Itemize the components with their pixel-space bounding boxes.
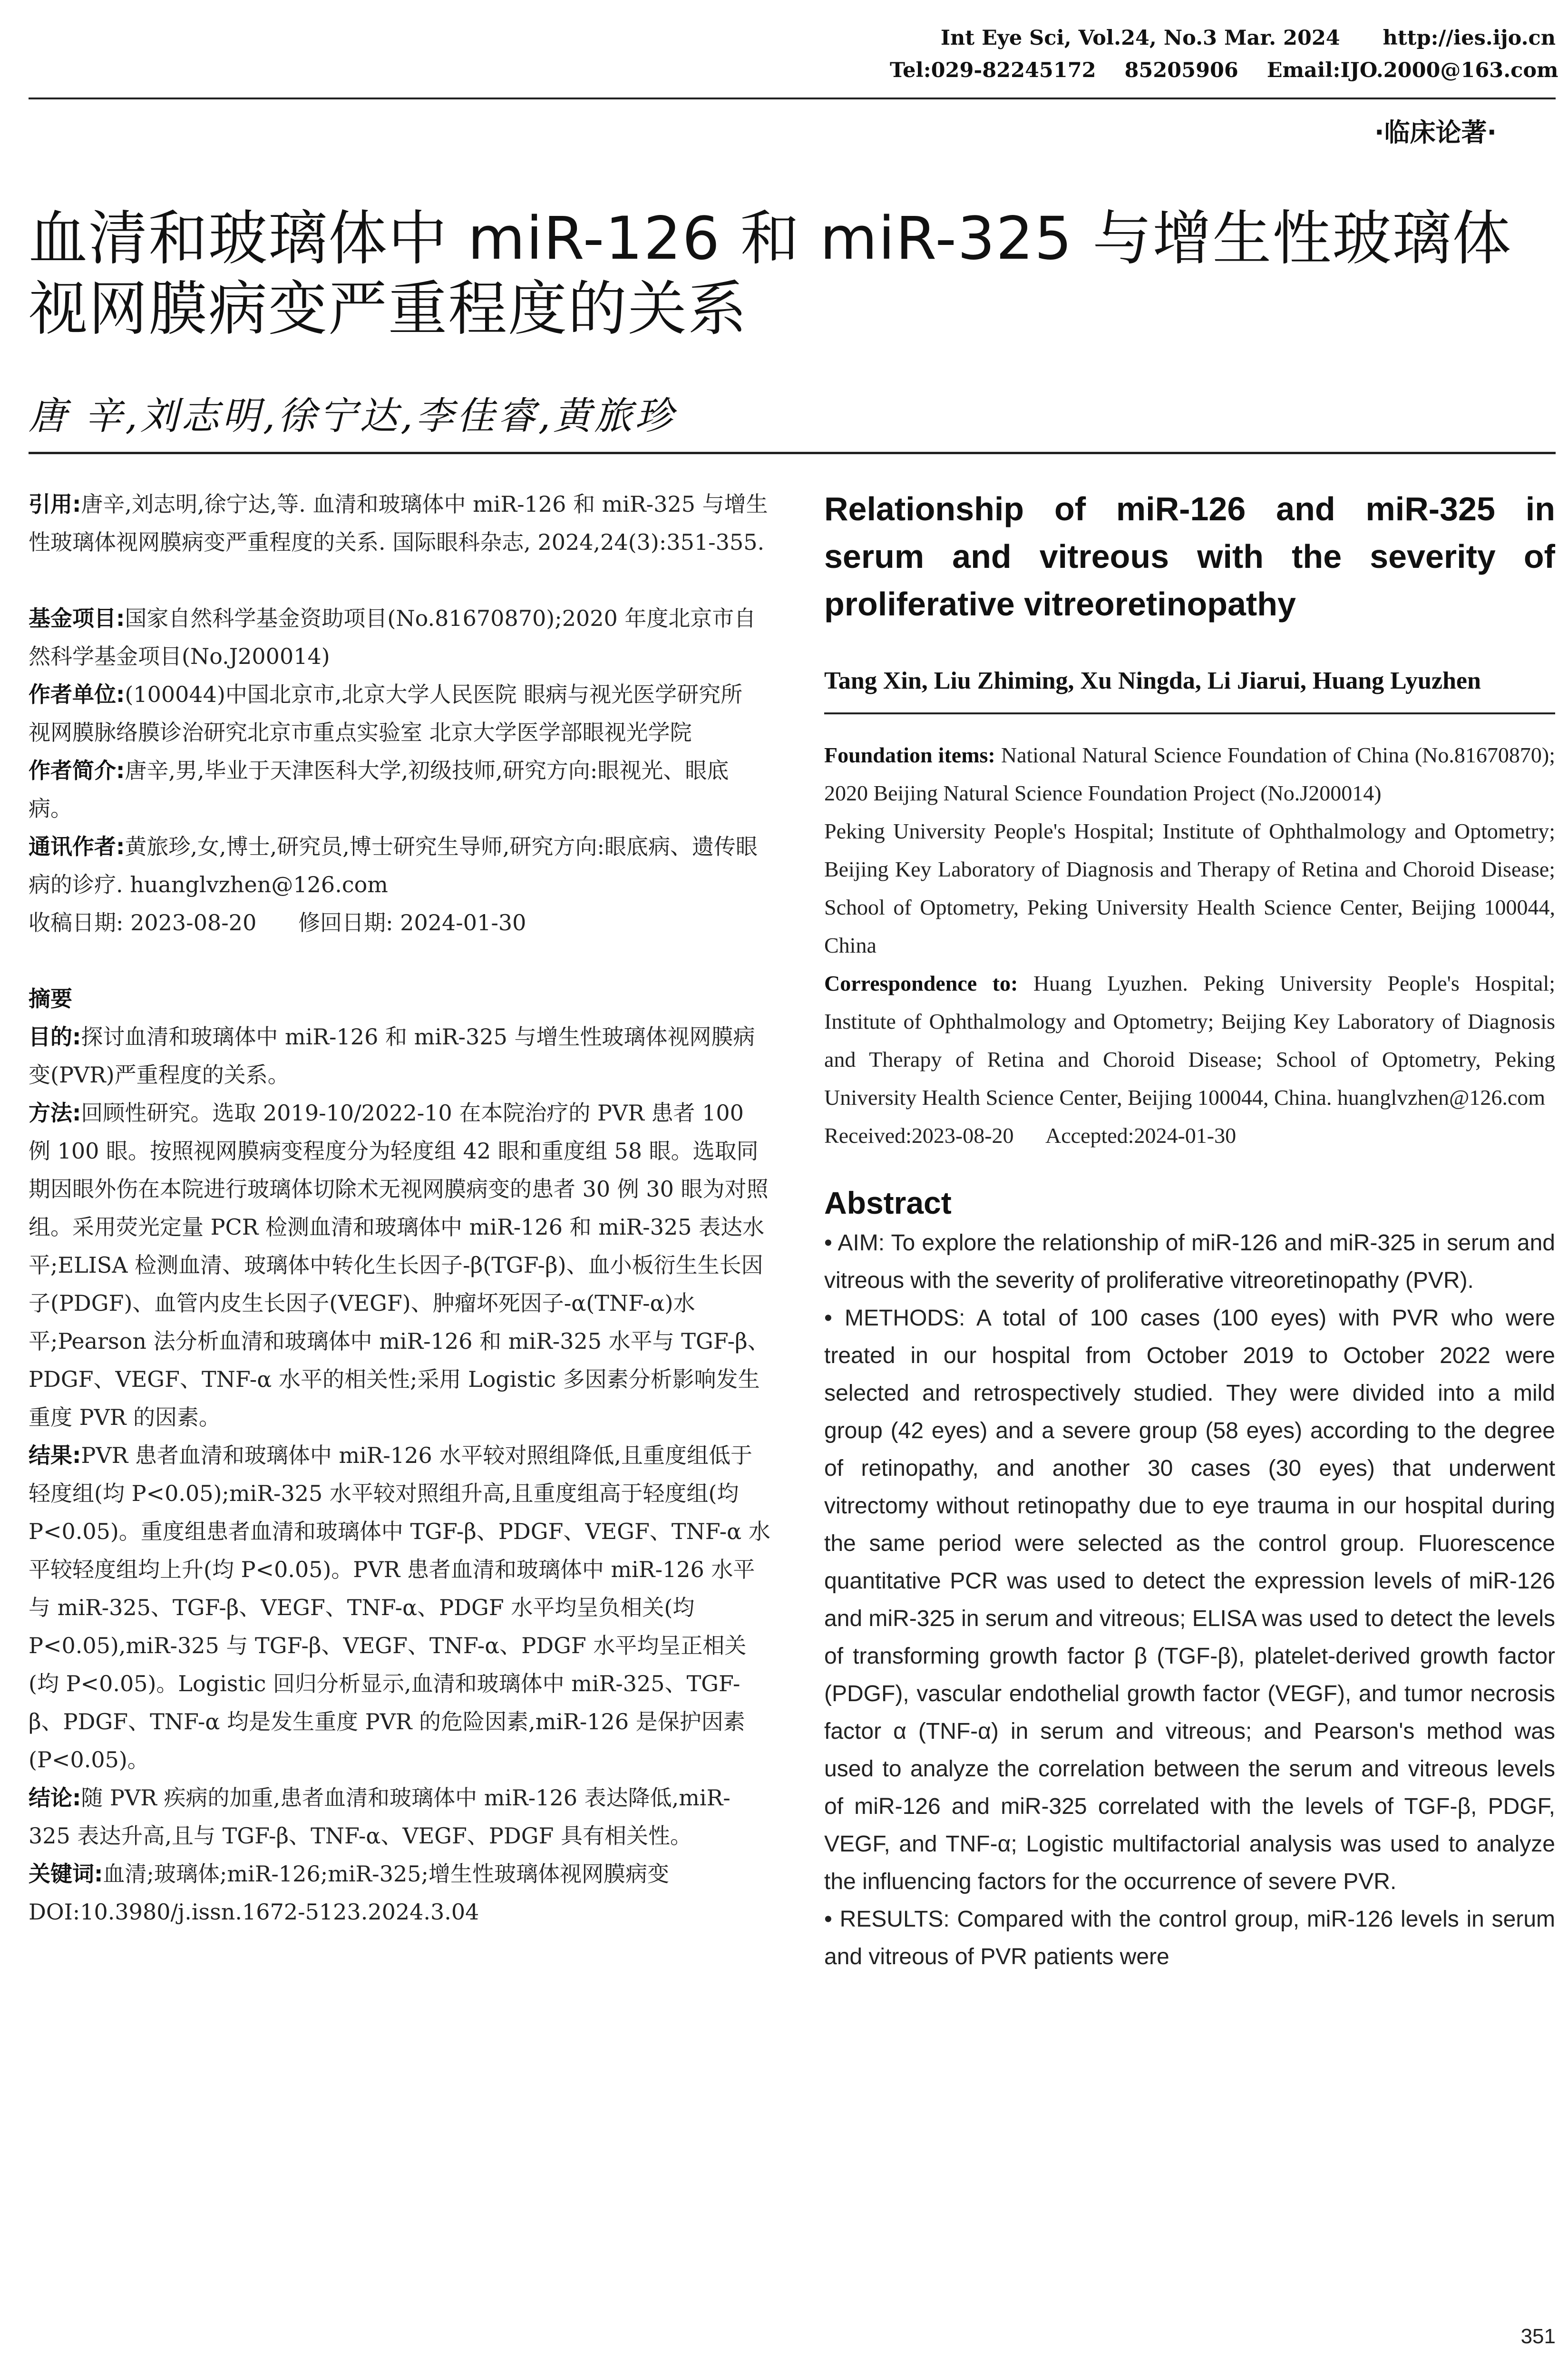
author-bio bbox=[29, 751, 770, 828]
unit-label: 作者单位: bbox=[29, 682, 125, 707]
en-meta bbox=[824, 736, 1555, 1155]
abstract-heading-en: Abstract bbox=[824, 1185, 952, 1220]
results-label: 结果: bbox=[29, 1442, 81, 1468]
keywords-text: 血清;玻璃体;miR-126;miR-325;增生性玻璃体视网膜病变 bbox=[103, 1861, 670, 1887]
abstract-en bbox=[824, 1224, 1555, 1976]
authors-cn: 唐 辛,刘志明,徐宁达,李佳睿,黄旅珍 bbox=[29, 394, 676, 438]
abstract-heading-cn: 摘要 bbox=[29, 986, 72, 1012]
objective bbox=[29, 1018, 770, 1094]
foundation-text: National Natural Science Foundation of China (No.81670870); 2020 Beijing Natural Science Foundation Project (No.J200014) bbox=[824, 743, 1555, 805]
dates-en: Received:2023-08-20 Accepted:2024-01-30 bbox=[824, 1123, 1237, 1148]
conclusion-text: 随 PVR 疾病的加重,患者血清和玻璃体中 miR-126 表达降低,miR-325 表达升高,且与 TGF-β、TNF-α、VEGF、PDGF 具有相关性。 bbox=[29, 1785, 730, 1849]
bio-label: 作者简介: bbox=[29, 758, 125, 783]
correspondence-en bbox=[824, 964, 1555, 1117]
bio-text: 唐辛,男,毕业于天津医科大学,初级技师,研究方向:眼视光、眼底病。 bbox=[29, 758, 729, 821]
citation-text: 唐辛,刘志明,徐宁达,等. 血清和玻璃体中 miR-126 和 miR-325 与增生性玻璃体视网膜病变严重程度的关系. 国际眼科杂志, 2024,24(3):351-355. bbox=[29, 491, 768, 555]
section-tag: ·临床论著· bbox=[1374, 117, 1497, 147]
conclusion-cn bbox=[29, 1779, 770, 1855]
results-text: PVR 患者血清和玻璃体中 miR-126 水平较对照组降低,且重度组低于轻度组(均 P<0.05);miR-325 水平较对照组升高,且重度组高于轻度组(均 P<0.05)。重度组患者血清和玻璃体中 TGF-β、PDGF、VEGF、TNF-α 水平较轻度组均上升(均 P<0.05)。PVR 患者血清和玻璃体中 miR-126 水平与 miR-325、TGF-β、VEGF、TNF-α、PDGF 水平均呈负相关(均 P<0.05),miR-325 与 TGF-β、VEGF、TNF-α、PDGF 水平均呈正相关(均 P<0.05)。Logistic 回归分析显示,血清和玻璃体中 miR-325、TGF-β、PDGF、TNF-α 均是发生重度 PVR 的危险因素,miR-126 是保护因素(P<0.05)。 bbox=[29, 1442, 770, 1773]
left-column bbox=[29, 485, 770, 1931]
en-authors-rule bbox=[824, 712, 1555, 714]
methods-cn bbox=[29, 1094, 770, 1436]
objective-text: 探讨血清和玻璃体中 miR-126 和 miR-325 与增生性玻璃体视网膜病变(PVR)严重程度的关系。 bbox=[29, 1024, 755, 1088]
article-title-en: Relationship of miR-126 and miR-325 in serum and vitreous with the severity of proliferative vitreoretinopathy bbox=[824, 490, 1555, 623]
corresponding-author bbox=[29, 828, 770, 904]
title-rule bbox=[29, 452, 1556, 454]
aim-en: • AIM: To explore the relationship of miR-126 and miR-325 in serum and vitreous with the severity of proliferative vitreoretinopathy (PVR). bbox=[824, 1230, 1555, 1293]
methods-en: • METHODS: A total of 100 cases (100 eyes) with PVR who were treated in our hospital from October 2019 to October 2022 were selected and retrospectively studied. They were divided into a mild group (42 eyes) and a severe group (58 eyes) according to the degree of retinopathy, and another 30 cases (30 eyes) that underwent vitrectomy without retinopathy due to eye trauma in our hospital during the same period were selected as the control group. Fluorescence quantitative PCR was used to detect the expression levels of miR-126 and miR-325 in serum and vitreous; ELISA was used to detect the levels of transforming growth factor β (TGF-β), platelet-derived growth factor (PDGF), vascular endothelial growth factor (VEGF), and tumor necrosis factor α (TNF-α) in serum and vitreous; and Pearson's method was used to analyze the correlation between the serum and vitreous levels of miR-126 and miR-325 correlated with the levels of TGF-β, PDGF, VEGF, and TNF-α; Logistic multifactorial analysis was used to analyze the influencing factors for the occurrence of severe PVR. bbox=[824, 1305, 1555, 1894]
keywords-label: 关键词: bbox=[29, 1861, 103, 1887]
foundation-en bbox=[824, 736, 1555, 812]
page-number: 351 bbox=[1520, 2325, 1556, 2348]
doi: DOI:10.3980/j.issn.1672-5123.2024.3.04 bbox=[29, 1899, 479, 1925]
header-rule bbox=[29, 97, 1556, 99]
journal-header bbox=[890, 22, 1556, 87]
journal-info-line: Int Eye Sci, Vol.24, No.3 Mar. 2024 http://ies.ijo.cn bbox=[940, 26, 1556, 50]
objective-label: 目的: bbox=[29, 1024, 81, 1050]
correspondence-text: Huang Lyuzhen. Peking University People's Hospital; Institute of Ophthalmology and Optometry; Beijing Key Laboratory of Diagnosis and Therapy of Retina and Choroid Disease; School of Optometry, Peking University Health Science Center, Beijing 100044, China. huanglvzhen@126.com bbox=[824, 971, 1556, 1110]
author-unit bbox=[29, 675, 770, 751]
corr-label: 通讯作者: bbox=[29, 834, 125, 859]
fund-text: 国家自然科学基金资助项目(No.81670870);2020 年度北京市自然科学基金项目(No.J200014) bbox=[29, 605, 756, 669]
corr-text: 黄旅珍,女,博士,研究员,博士研究生导师,研究方向:眼底病、遗传眼病的诊疗. huanglvzhen@126.com bbox=[29, 834, 758, 897]
fund bbox=[29, 599, 770, 675]
authors-en: Tang Xin, Liu Zhiming, Xu Ningda, Li Jiarui, Huang Lyuzhen bbox=[824, 667, 1481, 694]
results-en: • RESULTS: Compared with the control group, miR-126 levels in serum and vitreous of PVR patients were bbox=[824, 1907, 1555, 1969]
right-column bbox=[824, 485, 1555, 1976]
citation-label: 引用: bbox=[29, 491, 81, 517]
keywords-cn bbox=[29, 1855, 770, 1893]
fund-label: 基金项目: bbox=[29, 605, 125, 631]
correspondence-label: Correspondence to: bbox=[824, 971, 1018, 995]
methods-label: 方法: bbox=[29, 1100, 81, 1126]
conclusion-label: 结论: bbox=[29, 1785, 81, 1811]
foundation-label: Foundation items: bbox=[824, 743, 995, 767]
article-title-cn: 血清和玻璃体中 miR-126 和 miR-325 与增生性玻璃体视网膜病变严重程度的关系 bbox=[29, 205, 1512, 343]
journal-contact-line: Tel:029-82245172 85205906 Email:IJO.2000@163.com bbox=[890, 58, 1558, 82]
affiliation-en: Peking University People's Hospital; Institute of Ophthalmology and Optometry; Beijing Key Laboratory of Diagnosis and Therapy of Retina and Choroid Disease; School of Optometry, Peking University Health Science Center, Beijing 100044, China bbox=[824, 819, 1555, 957]
results-cn bbox=[29, 1436, 770, 1779]
dates-cn: 收稿日期: 2023-08-20 修回日期: 2024-01-30 bbox=[29, 910, 526, 935]
citation bbox=[29, 485, 770, 561]
unit-text: (100044)中国北京市,北京大学人民医院 眼病与视光医学研究所 视网膜脉络膜诊治研究北京市重点实验室 北京大学医学部眼视光学院 bbox=[29, 682, 743, 745]
methods-text: 回顾性研究。选取 2019-10/2022-10 在本院治疗的 PVR 患者 100 例 100 眼。按照视网膜病变程度分为轻度组 42 眼和重度组 58 眼。选取同期因眼外伤在本院进行玻璃体切除术无视网膜病变的患者 30 例 30 眼为对照组。采用荧光定量 PCR 检测血清和玻璃体中 miR-126 和 miR-325 表达水平;ELISA 检测血清、玻璃体中转化生长因子-β(TGF-β)、血小板衍生生长因子(PDGF)、血管内皮生长因子(VEGF)、肿瘤坏死因子-α(TNF-α)水平;Pearson 法分析血清和玻璃体中 miR-126 和 miR-325 水平与 TGF-β、PDGF、VEGF、TNF-α 水平的相关性;采用 Logistic 多因素分析影响发生重度 PVR 的因素。 bbox=[29, 1100, 769, 1430]
